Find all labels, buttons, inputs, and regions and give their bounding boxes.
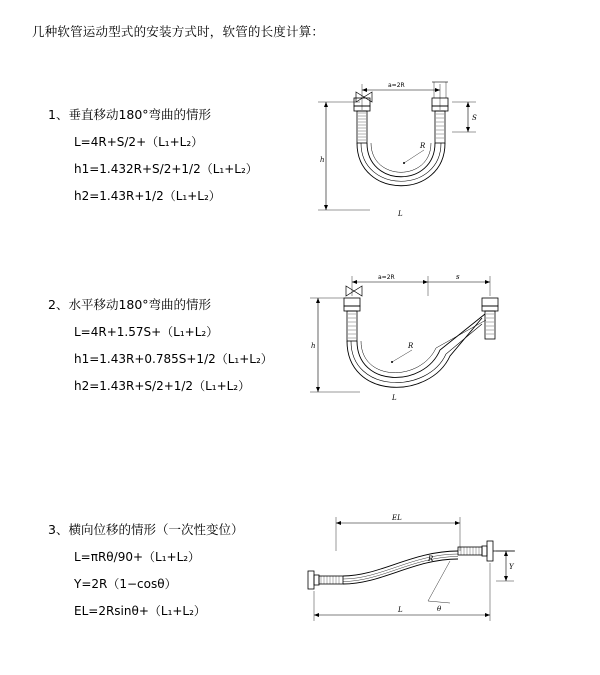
- horizontal-180-bend-diagram: [300, 260, 600, 450]
- dim-label-a2r-2: a=2R: [378, 274, 395, 281]
- section-3-text: [48, 520, 328, 629]
- dim-label-l-3: L: [398, 606, 403, 614]
- section-1-formula-3: h2=1.43R+1/2（L₁+L₂）: [74, 189, 221, 203]
- section-2-text: [48, 295, 328, 404]
- dim-label-el: EL: [392, 514, 402, 522]
- section-1-formula-2: h1=1.432R+S/2+1/2（L₁+L₂）: [74, 162, 258, 176]
- page-title: 几种软管运动型式的安装方式时，软管的长度计算：: [32, 24, 325, 39]
- dim-label-a2r: a=2R: [388, 82, 405, 89]
- section-2-formula-1: L=4R+1.57S+（L₁+L₂）: [74, 325, 219, 339]
- section-3-formula-2: Y=2R（1−cosθ）: [74, 577, 177, 591]
- dim-label-r-2: R: [408, 342, 414, 350]
- section-2-heading: 2、水平移动180°弯曲的情形: [48, 297, 212, 312]
- dim-label-s: S: [472, 114, 477, 122]
- dim-label-theta: θ: [437, 605, 442, 613]
- dim-label-s-2: s: [456, 273, 460, 281]
- section-3-formula-3: EL=2Rsinθ+（L₁+L₂）: [74, 604, 206, 618]
- section-1-text: [48, 105, 328, 214]
- section-2-formula-2: h1=1.43R+0.785S+1/2（L₁+L₂）: [74, 352, 273, 366]
- section-1-heading: 1、垂直移动180°弯曲的情形: [48, 107, 212, 122]
- section-3-formula-1: L=πRθ/90+（L₁+L₂）: [74, 550, 201, 564]
- vertical-180-bend-diagram: [300, 70, 600, 260]
- section-1-formula-1: L=4R+S/2+（L₁+L₂）: [74, 135, 204, 149]
- section-3-heading: 3、横向位移的情形（一次性变位）: [48, 522, 244, 537]
- dim-label-y: Y: [509, 563, 514, 571]
- dim-label-l: L: [398, 210, 403, 218]
- dim-label-r-3: R: [428, 555, 434, 563]
- dim-label-r: R: [420, 142, 426, 150]
- dim-label-h-2: h: [311, 342, 316, 350]
- dim-label-h: h: [320, 156, 325, 164]
- lateral-offset-diagram: [300, 505, 600, 645]
- dim-label-l-2: L: [392, 394, 397, 402]
- section-2-formula-3: h2=1.43R+S/2+1/2（L₁+L₂）: [74, 379, 251, 393]
